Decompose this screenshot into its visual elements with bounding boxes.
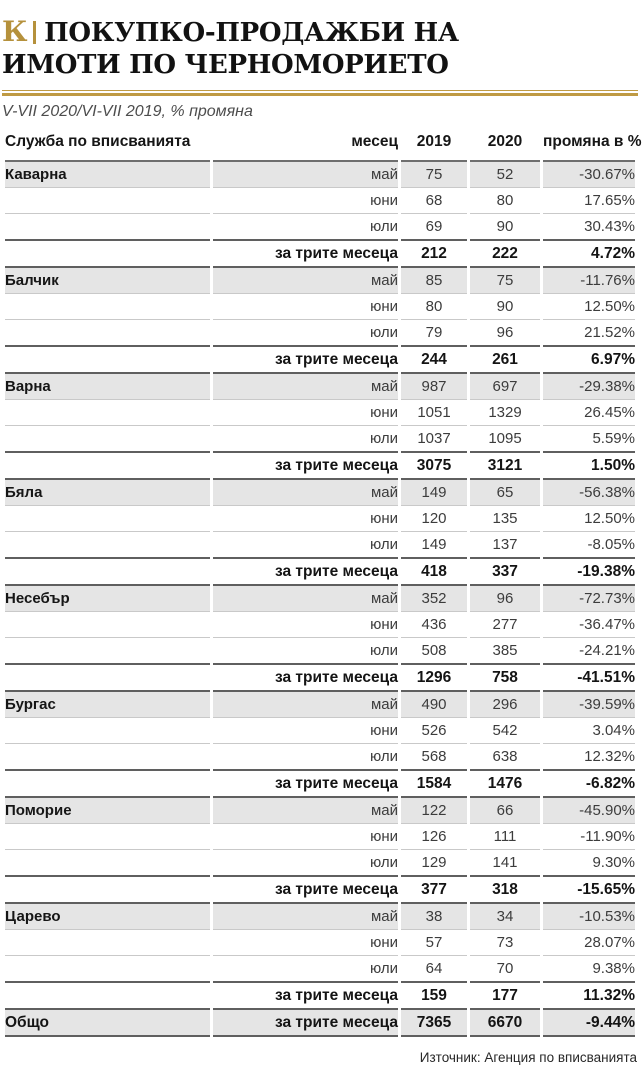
month-cell: юни [213,506,398,532]
header-registry-office: Служба по вписванията [5,125,210,162]
value-2019-cell: 1051 [401,400,467,426]
change-pct-cell: -72.73% [543,586,635,612]
value-2020-cell: 261 [470,345,540,374]
table-body [5,162,635,1037]
value-2019-cell: 129 [421,854,447,871]
source-credit: Източник: Агенция по вписванията [419,1050,637,1065]
city-cell [5,930,210,956]
three-month-total-row [5,875,635,904]
city-cell [5,451,210,480]
value-2020-cell: 90 [470,294,540,320]
month-cell: май [213,374,398,400]
month-row [5,294,635,320]
change-pct-cell: -30.67% [543,162,635,188]
three-month-total-row [5,239,635,268]
value-2020-cell: 70 [496,960,514,977]
city-cell: Варна [5,374,210,400]
change-pct-cell: 26.45% [543,400,635,426]
month-cell: май [213,692,398,718]
month-cell: юни [213,294,398,320]
change-pct-cell: -9.44% [543,1010,635,1037]
month-row [5,638,635,663]
city-cell [5,875,210,904]
change-pct-cell: 30.43% [584,218,635,235]
month-cell: май [213,268,398,294]
three-month-total-row [5,557,635,586]
value-2019-cell: 987 [401,374,467,400]
title-line-2: ИМОТИ ПО ЧЕРНОМОРИЕТО [2,50,449,80]
total-label-cell: за трите месеца [213,663,398,692]
three-month-total-row [5,663,635,692]
month-row [5,824,635,850]
change-pct-cell: -45.90% [543,798,635,824]
city-cell [5,744,210,769]
total-label-cell: за трите месеца [213,239,398,268]
month-row [5,956,635,981]
city-cell [5,850,210,875]
month-row [5,850,635,875]
value-2019-cell: 418 [401,557,467,586]
month-cell: юли [369,536,398,553]
city-cell [5,345,210,374]
header-month: месец [213,125,398,162]
change-pct-cell: 12.50% [543,294,635,320]
value-2019-cell: 64 [425,960,443,977]
city-month-row [5,904,635,930]
value-2020-cell: 1095 [488,430,522,447]
month-cell: юни [213,930,398,956]
title-line-1: ПОКУПКО-ПРОДАЖБИ НА [44,18,459,48]
city-cell [5,214,210,239]
month-cell: юни [213,188,398,214]
value-2020-cell: 1476 [470,769,540,798]
month-cell: юни [213,400,398,426]
city-month-row [5,268,635,294]
value-2020-cell: 222 [470,239,540,268]
change-pct-cell: 9.30% [592,854,635,871]
change-pct-cell: -11.76% [543,268,635,294]
city-cell [5,320,210,345]
gold-divider-rule [2,90,638,96]
city-month-row [5,374,635,400]
value-2019-cell: 212 [401,239,467,268]
value-2020-cell: 6670 [470,1010,540,1037]
value-2019-cell: 7365 [401,1010,467,1037]
change-pct-cell: -39.59% [543,692,635,718]
change-pct-cell: 28.07% [543,930,635,956]
value-2020-cell: 96 [470,586,540,612]
value-2019-cell: 508 [421,642,447,659]
total-label-cell: за трите месеца [213,769,398,798]
month-cell: юни [213,612,398,638]
change-pct-cell: -15.65% [543,875,635,904]
change-pct-cell: 21.52% [584,324,635,341]
month-cell: юли [369,218,398,235]
month-cell: юли [369,324,398,341]
value-2019-cell: 377 [401,875,467,904]
month-row [5,532,635,557]
month-cell: май [213,586,398,612]
value-2019-cell: 126 [401,824,467,850]
table-header [5,125,642,162]
month-row [5,214,635,239]
change-pct-cell: -36.47% [543,612,635,638]
value-2019-cell: 69 [425,218,443,235]
month-cell: юли [369,960,398,977]
city-cell [5,981,210,1010]
city-cell [5,612,210,638]
city-cell: Бяла [5,480,210,506]
city-cell [5,188,210,214]
city-cell [5,400,210,426]
value-2019-cell: 1037 [417,430,451,447]
change-pct-cell: 17.65% [543,188,635,214]
city-month-row [5,480,635,506]
month-cell: юни [213,824,398,850]
value-2019-cell: 436 [401,612,467,638]
value-2020-cell: 318 [470,875,540,904]
total-label-cell: за трите месеца [213,557,398,586]
header-2019: 2019 [401,125,467,162]
change-pct-cell: 3.04% [543,718,635,744]
value-2020-cell: 758 [470,663,540,692]
city-cell [5,956,210,981]
change-pct-cell: 11.32% [543,981,635,1010]
value-2019-cell: 68 [401,188,467,214]
month-cell: май [213,162,398,188]
value-2019-cell: 490 [401,692,467,718]
value-2020-cell: 141 [492,854,518,871]
city-month-row [5,162,635,188]
month-cell: юли [369,430,398,447]
value-2020-cell: 542 [470,718,540,744]
value-2019-cell: 85 [401,268,467,294]
property-sales-table [2,125,642,1037]
value-2019-cell: 57 [401,930,467,956]
month-cell: юни [213,718,398,744]
city-cell [5,239,210,268]
header-row [5,125,635,162]
value-2020-cell: 80 [470,188,540,214]
value-2020-cell: 96 [496,324,514,341]
three-month-total-row [5,981,635,1010]
month-cell: май [213,480,398,506]
value-2019-cell: 526 [401,718,467,744]
value-2020-cell: 3121 [470,451,540,480]
value-2019-cell: 122 [401,798,467,824]
city-cell [5,718,210,744]
month-row [5,400,635,426]
city-month-row [5,798,635,824]
value-2020-cell: 137 [492,536,518,553]
grand-total-row [5,1010,635,1037]
month-row [5,744,635,769]
value-2020-cell: 177 [470,981,540,1010]
city-cell [5,663,210,692]
value-2020-cell: 111 [470,824,540,850]
change-pct-cell: 4.72% [543,239,635,268]
value-2019-cell: 568 [421,748,447,765]
value-2019-cell: 149 [421,536,447,553]
value-2019-cell: 120 [401,506,467,532]
change-pct-cell: -41.51% [543,663,635,692]
value-2019-cell: 1296 [401,663,467,692]
city-cell: Несебър [5,586,210,612]
city-cell [5,824,210,850]
total-label-cell: за трите месеца [213,345,398,374]
value-2020-cell: 34 [470,904,540,930]
value-2020-cell: 66 [470,798,540,824]
change-pct-cell: -11.90% [543,824,635,850]
three-month-total-row [5,345,635,374]
city-cell: Бургас [5,692,210,718]
change-pct-cell: -6.82% [543,769,635,798]
value-2019-cell: 79 [425,324,443,341]
month-row [5,426,635,451]
change-pct-cell: -19.38% [543,557,635,586]
value-2020-cell: 385 [492,642,518,659]
city-cell [5,638,210,663]
city-cell [5,294,210,320]
total-label-cell: за трите месеца [213,451,398,480]
value-2020-cell: 697 [470,374,540,400]
value-2019-cell: 352 [401,586,467,612]
month-cell: юли [369,748,398,765]
month-cell: май [213,904,398,930]
value-2020-cell: 638 [492,748,518,765]
value-2020-cell: 135 [470,506,540,532]
value-2019-cell: 244 [401,345,467,374]
three-month-total-row [5,451,635,480]
value-2020-cell: 337 [470,557,540,586]
logo-divider-bar [33,21,36,44]
total-label-cell: за трите месеца [213,875,398,904]
change-pct-cell: -24.21% [579,642,635,659]
city-month-row [5,586,635,612]
value-2019-cell: 38 [401,904,467,930]
city-cell: Каварна [5,162,210,188]
value-2019-cell: 3075 [401,451,467,480]
city-month-row [5,692,635,718]
value-2020-cell: 52 [470,162,540,188]
change-pct-cell: -10.53% [543,904,635,930]
value-2020-cell: 75 [470,268,540,294]
value-2020-cell: 296 [470,692,540,718]
change-pct-cell: -8.05% [587,536,635,553]
month-row [5,718,635,744]
value-2020-cell: 277 [470,612,540,638]
city-cell: Поморие [5,798,210,824]
value-2019-cell: 149 [401,480,467,506]
city-cell [5,557,210,586]
value-2019-cell: 159 [401,981,467,1010]
month-row [5,930,635,956]
value-2020-cell: 90 [496,218,514,235]
city-cell: Балчик [5,268,210,294]
value-2019-cell: 75 [401,162,467,188]
total-label-cell: за трите месеца [213,1010,398,1037]
city-cell [5,426,210,451]
header-2020: 2020 [470,125,540,162]
chart-subtitle: V-VII 2020/VI-VII 2019, % промяна [2,103,253,120]
grand-total-label-cell: Общо [5,1010,210,1037]
city-cell [5,532,210,557]
month-row [5,320,635,345]
change-pct-cell: 12.32% [584,748,635,765]
change-pct-cell: -29.38% [543,374,635,400]
value-2019-cell: 80 [401,294,467,320]
month-cell: юли [369,642,398,659]
value-2020-cell: 65 [470,480,540,506]
header-change-pct: промяна в % [543,125,635,162]
total-label-cell: за трите месеца [213,981,398,1010]
value-2020-cell: 73 [470,930,540,956]
change-pct-cell: -56.38% [543,480,635,506]
change-pct-cell: 9.38% [592,960,635,977]
page-title [2,16,638,81]
change-pct-cell: 5.59% [592,430,635,447]
city-cell: Царево [5,904,210,930]
change-pct-cell: 1.50% [543,451,635,480]
month-row [5,188,635,214]
three-month-total-row [5,769,635,798]
change-pct-cell: 6.97% [543,345,635,374]
change-pct-cell: 12.50% [543,506,635,532]
value-2020-cell: 1329 [470,400,540,426]
city-cell [5,506,210,532]
capital-logo-letter: К [2,15,28,48]
month-cell: юли [369,854,398,871]
value-2019-cell: 1584 [401,769,467,798]
month-row [5,612,635,638]
month-row [5,506,635,532]
month-cell: май [213,798,398,824]
city-cell [5,769,210,798]
